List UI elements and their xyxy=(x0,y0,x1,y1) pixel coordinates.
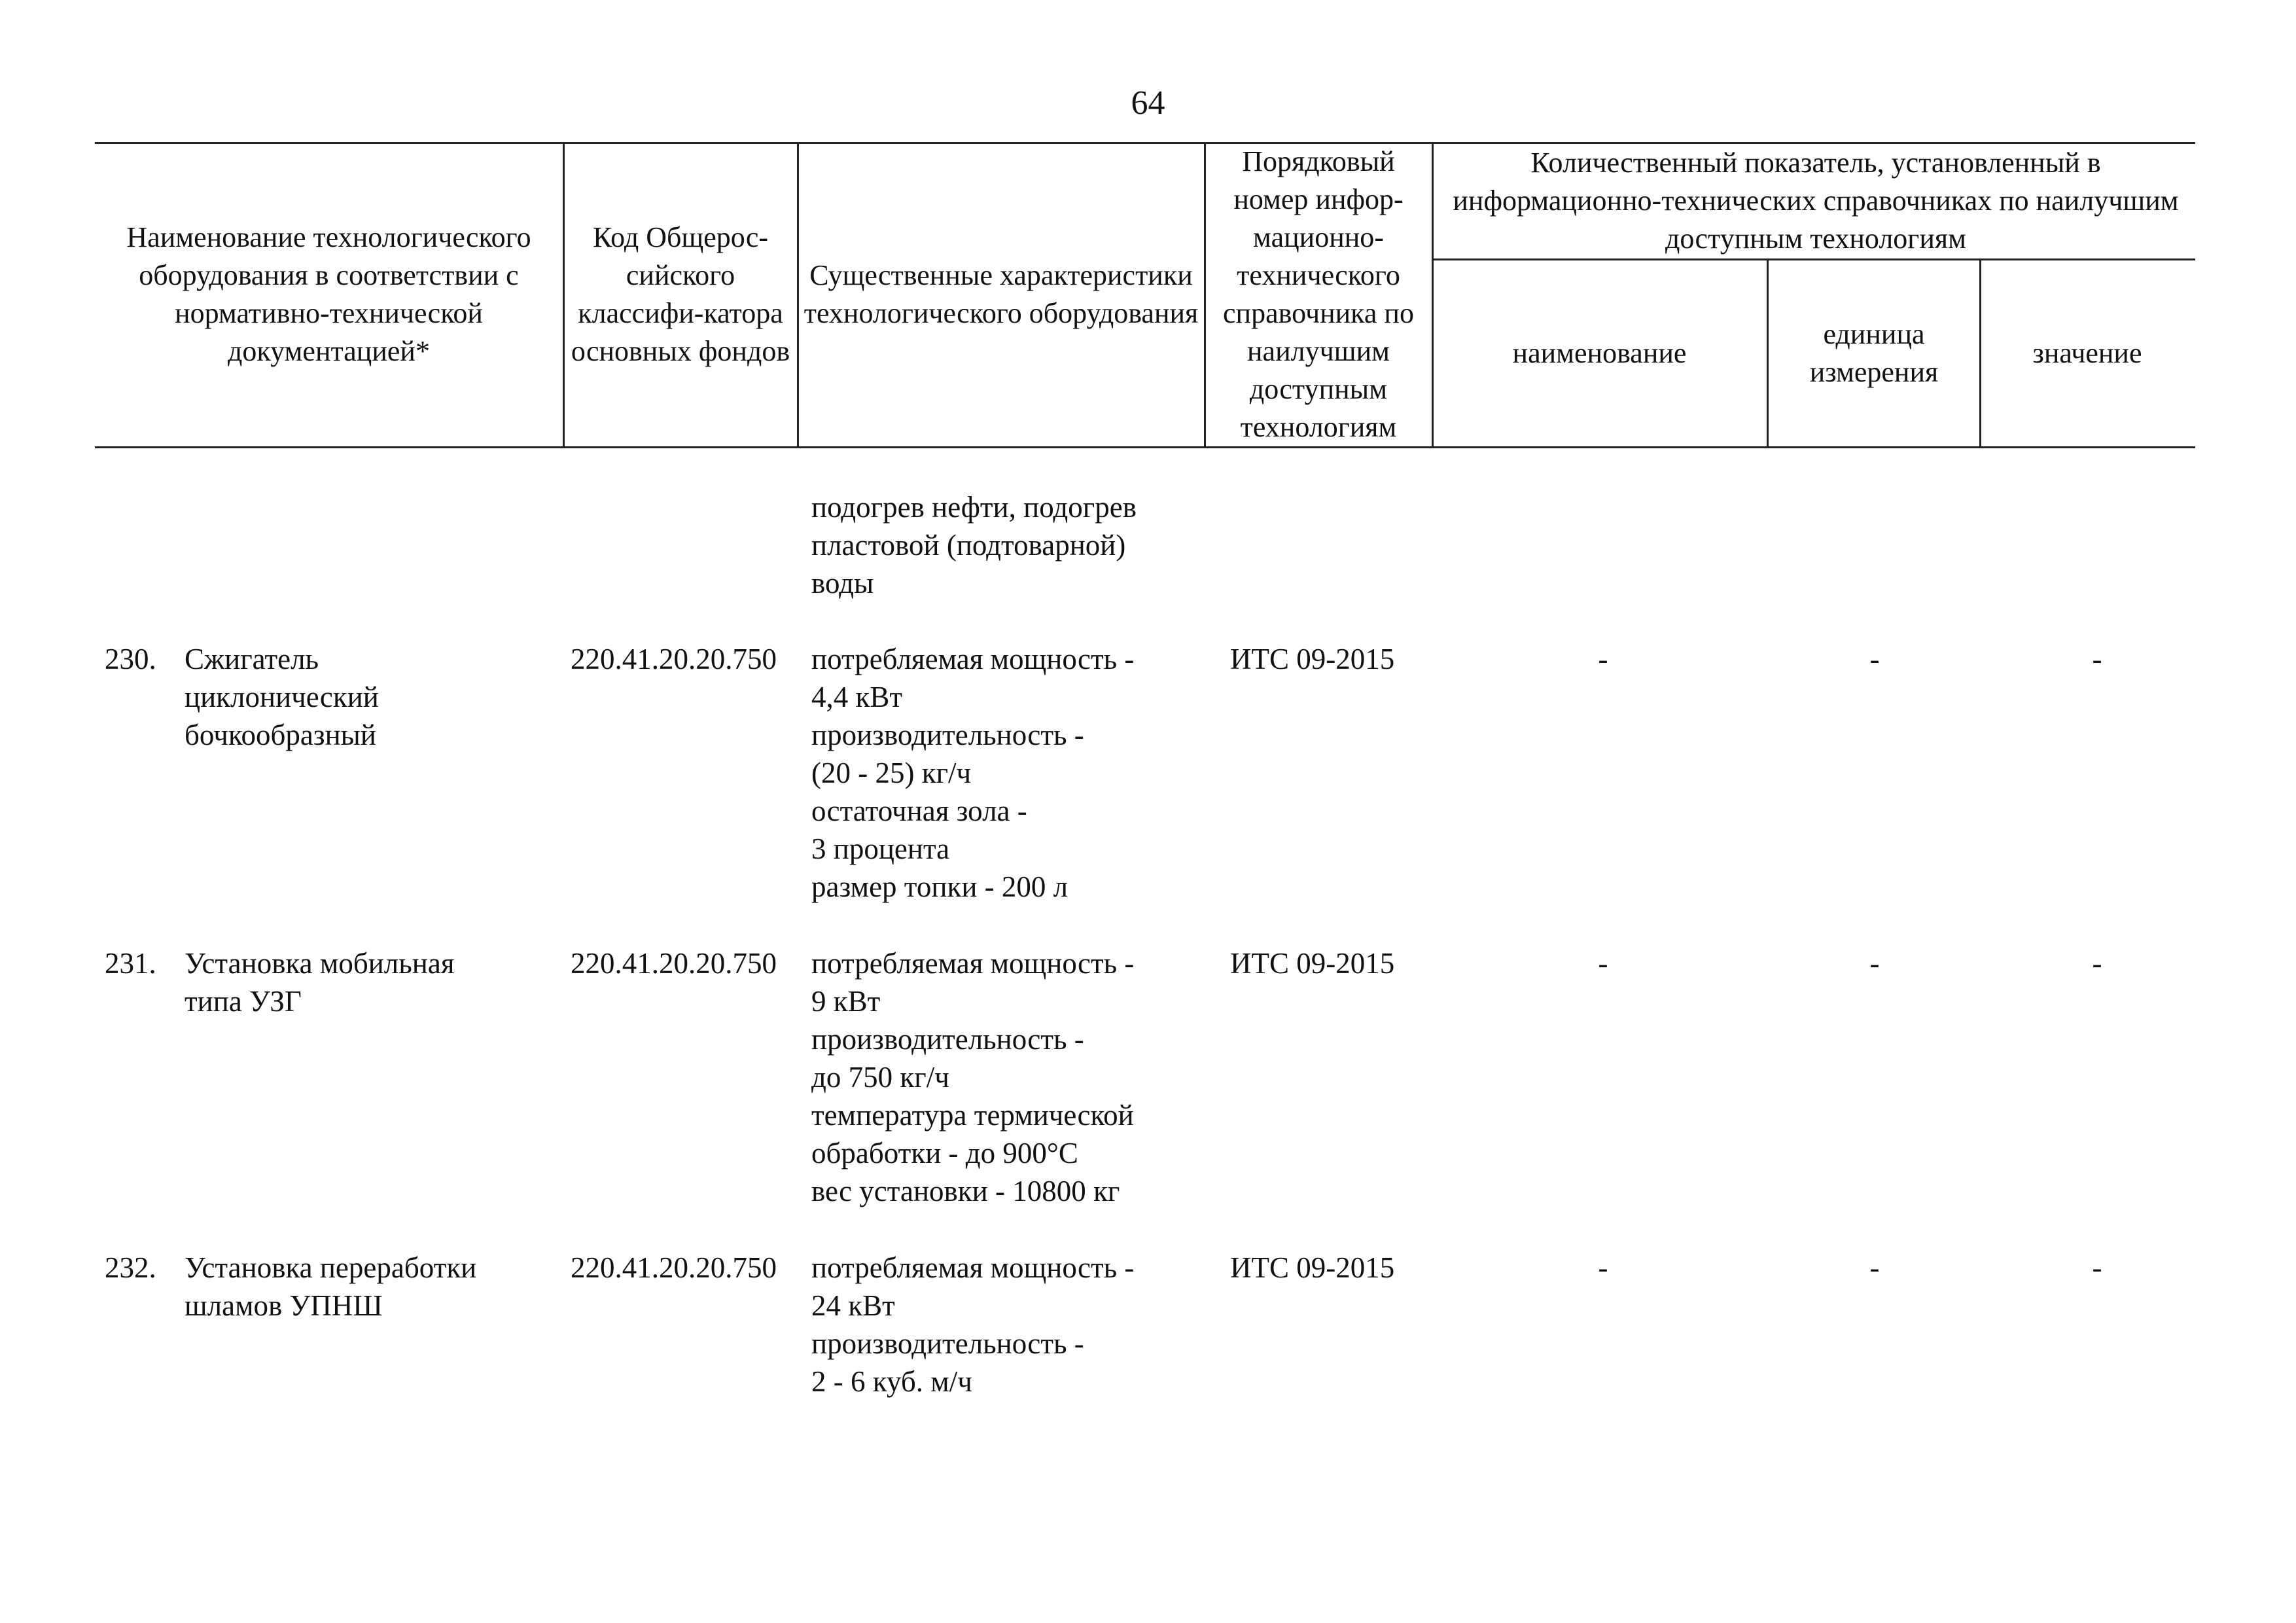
continuation-characteristics: подогрев нефти, подогрев пластовой (подтоварной) воды xyxy=(811,491,1137,599)
header-reference: Порядковый номер инфор-мационно-технического справочника по наилучшим доступным технологиям xyxy=(1223,145,1414,443)
row-indicator-name: - xyxy=(1598,947,1608,980)
header-bottom-rule xyxy=(95,446,2195,448)
header-divider xyxy=(797,142,799,446)
row-equipment-name: Установка переработки шламов УПНШ xyxy=(185,1251,477,1322)
row-indicator-unit: - xyxy=(1869,643,1880,675)
page-number: 64 xyxy=(1131,84,1165,122)
header-code: Код Общерос-сийского классифи-катора основных фондов xyxy=(571,221,790,367)
row-reference: ИТС 09-2015 xyxy=(1230,1251,1395,1284)
row-code: 220.41.20.20.750 xyxy=(571,947,777,980)
row-characteristics: потребляемая мощность - 9 кВт производительность - до 750 кг/ч температура термической обработки - до 900°С вес установки - 10800 кг xyxy=(811,947,1135,1207)
header-characteristics: Существенные характеристики технологического оборудования xyxy=(804,259,1199,329)
header-divider xyxy=(1979,259,1981,446)
row-indicator-value: - xyxy=(2092,947,2102,980)
row-code: 220.41.20.20.750 xyxy=(571,1251,777,1284)
header-indicator-group: Количественный показатель, установленный в информационно-технических справочниках по наилучшим доступным технологиям xyxy=(1453,146,2179,255)
row-code: 220.41.20.20.750 xyxy=(571,643,777,675)
row-indicator-name: - xyxy=(1598,643,1608,675)
header-divider xyxy=(563,142,565,446)
row-reference: ИТС 09-2015 xyxy=(1230,643,1395,675)
row-indicator-value: - xyxy=(2092,1251,2102,1284)
row-indicator-unit: - xyxy=(1869,1251,1880,1284)
row-number: 232. xyxy=(105,1251,156,1284)
row-characteristics: потребляемая мощность - 24 кВт производительность - 2 - 6 куб. м/ч xyxy=(811,1251,1135,1398)
header-divider xyxy=(1432,142,1434,446)
header-sub-value: значение xyxy=(2032,337,2142,369)
row-number: 231. xyxy=(105,947,156,980)
header-divider xyxy=(1767,259,1769,446)
row-characteristics: потребляемая мощность - 4,4 кВт производительность - (20 - 25) кг/ч остаточная зола - 3 процента размер топки - 200 л xyxy=(811,643,1135,903)
header-sub-rule xyxy=(1432,259,2195,260)
header-divider xyxy=(1204,142,1206,446)
row-equipment-name: Сжигатель циклонический бочкообразный xyxy=(185,643,379,751)
row-reference: ИТС 09-2015 xyxy=(1230,947,1395,980)
header-sub-name: наименование xyxy=(1512,337,1687,369)
row-equipment-name: Установка мобильная типа УЗГ xyxy=(185,947,455,1018)
row-indicator-name: - xyxy=(1598,1251,1608,1284)
row-indicator-value: - xyxy=(2092,643,2102,675)
row-indicator-unit: - xyxy=(1869,947,1880,980)
header-name: Наименование технологического оборудования в соответствии с нормативно-технической документацией* xyxy=(126,221,531,367)
header-sub-unit: единица измерения xyxy=(1809,318,1939,388)
row-number: 230. xyxy=(105,643,156,675)
